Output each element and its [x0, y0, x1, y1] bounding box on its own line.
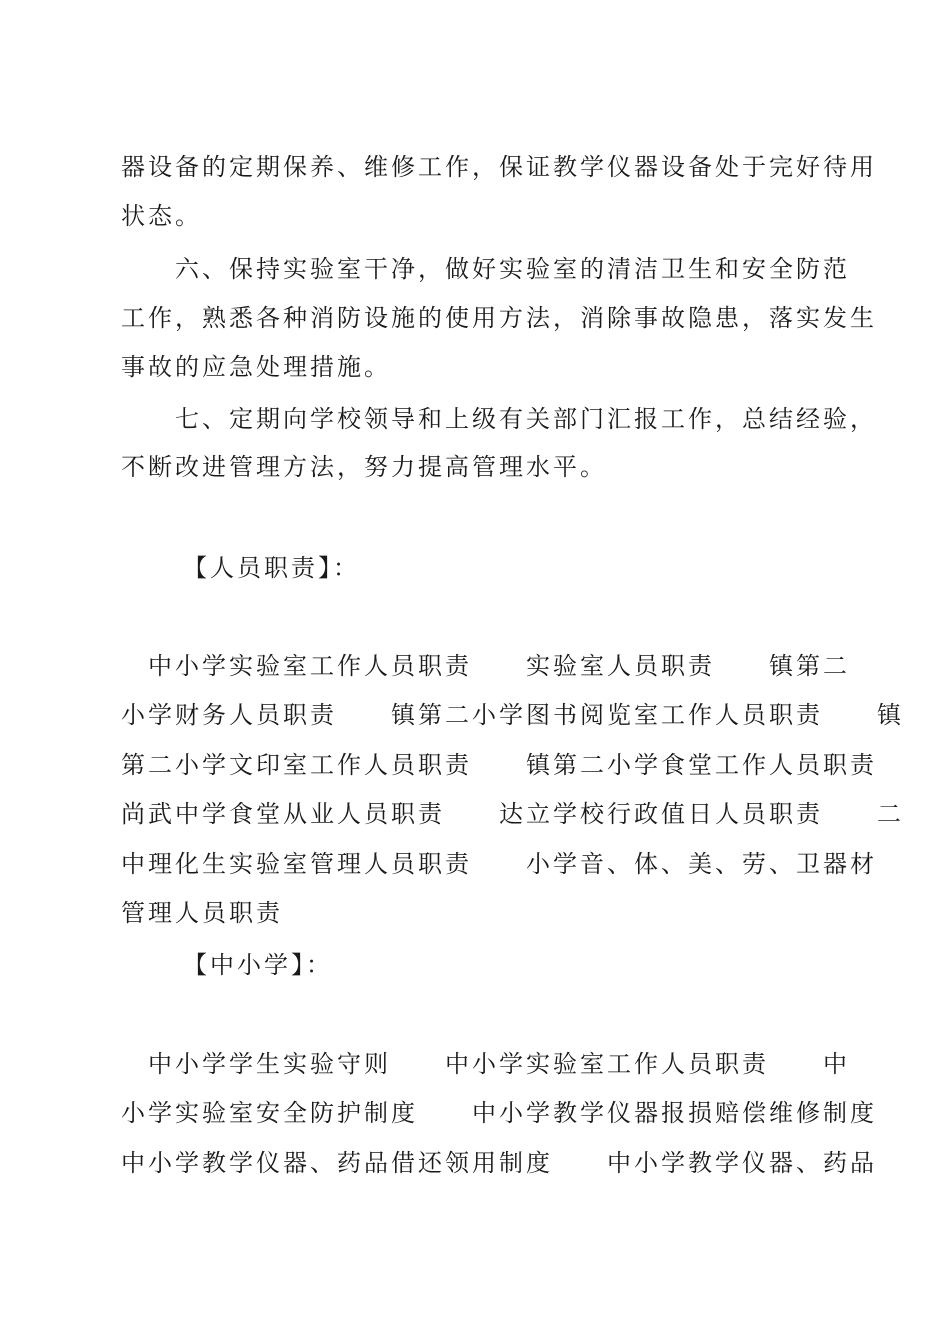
list-line: 中小学教学仪器、药品借还领用制度 中小学教学仪器、药品	[121, 1149, 877, 1177]
paragraph-line: 不断改进管理方法，努力提高管理水平。	[121, 453, 607, 481]
section-heading-personnel: 【人员职责】：	[183, 554, 360, 582]
section-heading-school: 【中小学】：	[183, 951, 333, 979]
list-line: 中理化生实验室管理人员职责 小学音、体、美、劳、卫器材	[121, 850, 877, 878]
list-line: 中小学实验室工作人员职责 实验室人员职责 镇第二	[121, 652, 850, 680]
list-line: 小学实验室安全防护制度 中小学教学仪器报损赔偿维修制度	[121, 1099, 877, 1127]
list-line: 管理人员职责	[121, 899, 283, 927]
paragraph-line: 器设备的定期保养、维修工作，保证教学仪器设备处于完好待用	[121, 153, 877, 181]
list-line: 中小学学生实验守则 中小学实验室工作人员职责 中	[121, 1050, 850, 1078]
paragraph-line: 七、定期向学校领导和上级有关部门汇报工作，总结经验，	[121, 405, 877, 433]
paragraph-line: 事故的应急处理措施。	[121, 353, 391, 381]
paragraph-line: 状态。	[121, 202, 202, 230]
list-line: 尚武中学食堂从业人员职责 达立学校行政值日人员职责 二	[121, 800, 904, 828]
paragraph-line: 工作，熟悉各种消防设施的使用方法，消除事故隐患，落实发生	[121, 304, 877, 332]
paragraph-line: 六、保持实验室干净，做好实验室的清洁卫生和安全防范	[121, 255, 850, 283]
list-line: 小学财务人员职责 镇第二小学图书阅览室工作人员职责 镇	[121, 701, 904, 729]
list-line: 第二小学文印室工作人员职责 镇第二小学食堂工作人员职责	[121, 751, 877, 779]
